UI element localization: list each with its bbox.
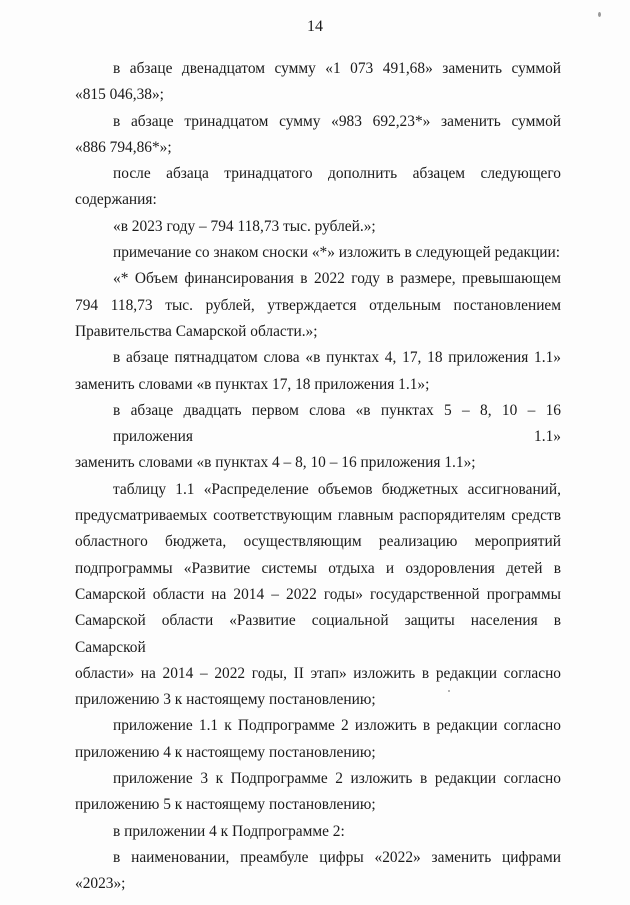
text-line: «в 2023 году – 794 118,73 тыс. рублей.»; (113, 217, 376, 235)
text-line: после абзаца тринадцатого дополнить абзацем следующего (113, 165, 561, 183)
text-line: в абзаце пятнадцатом слова «в пунктах 4, 17, 18 приложения 1.1» (113, 349, 561, 367)
text-line: в приложении 4 к Подпрограмме 2: (113, 822, 345, 840)
text-line: в абзаце двенадцатом сумму «1 073 491,68» заменить суммой (113, 60, 561, 77)
text-line: таблицу 1.1 «Распределение объемов бюджетных ассигнований, (113, 480, 561, 498)
text-line: Правительства Самарской области.»; (75, 322, 318, 340)
document-body (75, 56, 561, 898)
text-line: приложению 4 к настоящему постановлению; (75, 743, 376, 761)
text-line: подпрограммы «Развитие системы отдыха и оздоровления детей в (75, 559, 561, 577)
text-line: примечание со знаком сноски «*» изложить в следующей редакции: (113, 244, 561, 262)
text-line: заменить словами «в пунктах 4 – 8, 10 – 16 приложения 1.1»; (75, 454, 476, 472)
text-line: приложению 5 к настоящему постановлению; (75, 796, 376, 814)
scan-speck (598, 12, 601, 17)
text-line: предусматриваемых соответствующим главным распорядителям средств (75, 507, 561, 525)
text-line: приложение 3 к Подпрограмме 2 изложить в редакции согласно (113, 770, 561, 788)
text-line: «* Объем финансирования в 2022 году в размере, превышающем (113, 270, 561, 288)
text-line: 794 118,73 тыс. рублей, утверждается отдельным постановлением (75, 296, 561, 314)
page-number: 14 (307, 18, 323, 35)
text-line: приложению 3 к настоящему постановлению; (75, 691, 376, 709)
text-line: «815 046,38»; (75, 86, 164, 104)
text-line: в наименовании, преамбуле цифры «2022» заменить цифрами (113, 848, 561, 866)
text-line: области» на 2014 – 2022 годы, II этап» изложить в редакции согласно (75, 664, 561, 682)
text-line: содержания: (75, 191, 157, 209)
scan-speck (448, 690, 450, 692)
text-line: «886 794,86*»; (75, 138, 172, 156)
text-line: заменить словами «в пунктах 17, 18 приложения 1.1»; (75, 375, 430, 393)
text-line: в абзаце тринадцатом сумму «983 692,23*» заменить суммой (113, 112, 561, 130)
text-line: Самарской области «Развитие социальной защиты населения в Самарской (75, 612, 561, 656)
text-line: областного бюджета, осуществляющим реализацию мероприятий (75, 533, 561, 551)
text-line: в абзаце двадцать первом слова «в пунктах 5 – 8, 10 – 16 приложения 1.1» (113, 401, 561, 446)
text-line: «2023»; (75, 875, 126, 893)
text-line: приложение 1.1 к Подпрограмме 2 изложить в редакции согласно (113, 717, 561, 735)
text-line: Самарской области на 2014 – 2022 годы» государственной программы (75, 585, 561, 603)
